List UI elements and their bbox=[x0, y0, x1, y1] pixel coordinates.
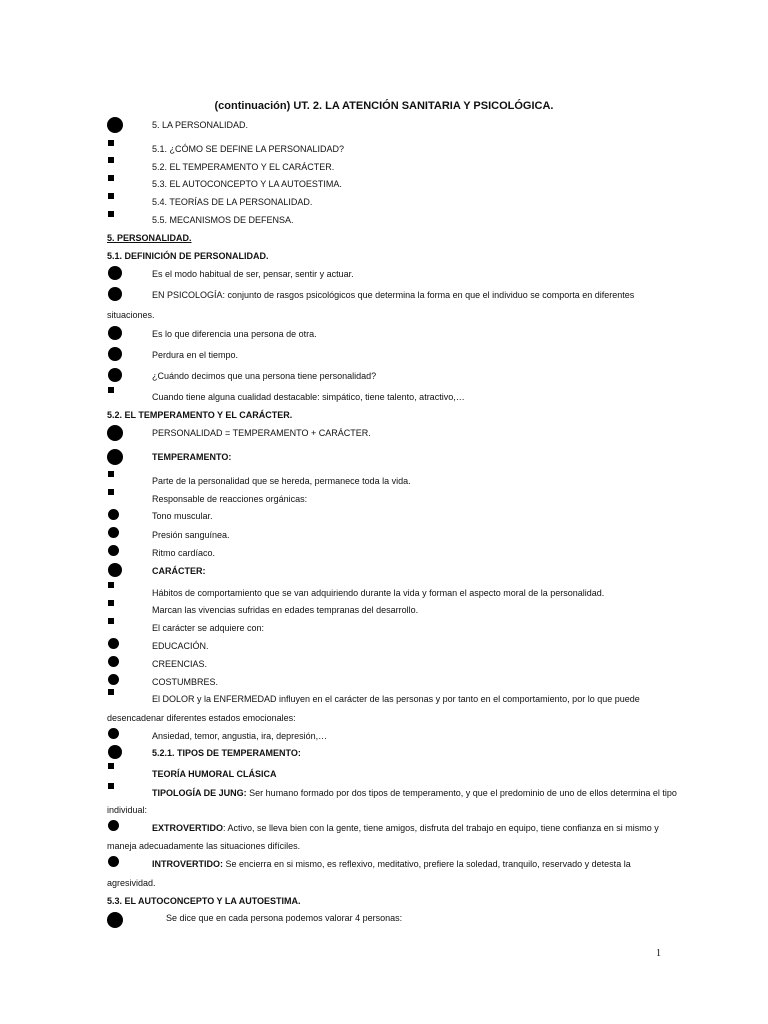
section-heading: 5.3. EL AUTOCONCEPTO Y LA AUTOESTIMA. bbox=[107, 896, 301, 906]
term-text: Se encierra en si mismo, es reflexivo, meditativo, prefiere la soledad, tranquilo, reservado y detesta la bbox=[223, 859, 631, 869]
bullet-large bbox=[108, 745, 122, 759]
list-item: Es lo que diferencia una persona de otra. bbox=[152, 329, 317, 339]
list-item: Ritmo cardíaco. bbox=[152, 548, 216, 558]
list-item: EDUCACIÓN. bbox=[152, 641, 209, 651]
bullet-large bbox=[107, 912, 123, 928]
list-item: Marcan las vivencias sufridas en edades tempranas del desarrollo. bbox=[152, 605, 419, 615]
bullet-large bbox=[108, 326, 122, 340]
list-item bbox=[152, 787, 677, 799]
list-item: Responsable de reacciones orgánicas: bbox=[152, 494, 308, 504]
subheading: TEORÍA HUMORAL CLÁSICA bbox=[152, 769, 277, 779]
bullet-large bbox=[108, 368, 122, 382]
toc-item: 5.4. TEORÍAS DE LA PERSONALIDAD. bbox=[152, 197, 313, 207]
bullet-square bbox=[108, 582, 114, 588]
bullet-small bbox=[108, 856, 119, 867]
list-item: Perdura en el tiempo. bbox=[152, 350, 239, 360]
term-label: EXTROVERTIDO bbox=[152, 823, 224, 833]
bullet-small bbox=[108, 674, 119, 685]
bullet-square bbox=[108, 175, 114, 181]
list-item: Ansiedad, temor, angustia, ira, depresión,… bbox=[152, 731, 328, 741]
document-title: (continuación) UT. 2. LA ATENCIÓN SANITARIA Y PSICOLÓGICA. bbox=[214, 100, 554, 112]
list-item: El carácter se adquiere con: bbox=[152, 623, 265, 633]
bullet-small bbox=[108, 656, 119, 667]
bullet-large bbox=[108, 266, 122, 280]
list-item: EN PSICOLOGÍA: conjunto de rasgos psicológicos que determina la forma en que el individuo se comporta en diferentes bbox=[152, 290, 635, 300]
formula: PERSONALIDAD = TEMPERAMENTO + CARÁCTER. bbox=[152, 428, 371, 438]
bullet-small bbox=[108, 638, 119, 649]
bullet-square bbox=[108, 157, 114, 163]
list-item-continuation: desencadenar diferentes estados emocionales: bbox=[107, 713, 296, 723]
bullet-small bbox=[108, 820, 119, 831]
bullet-square bbox=[108, 763, 114, 769]
toc-item: 5.2. EL TEMPERAMENTO Y EL CARÁCTER. bbox=[152, 162, 335, 172]
term-label: TIPOLOGÍA DE JUNG: bbox=[152, 788, 247, 798]
bullet-large bbox=[107, 117, 123, 133]
bullet-large bbox=[108, 347, 122, 361]
list-item: Presión sanguínea. bbox=[152, 530, 230, 540]
list-item: Cuando tiene alguna cualidad destacable: simpático, tiene talento, atractivo,… bbox=[152, 392, 465, 402]
bullet-square bbox=[108, 783, 114, 789]
list-item: Hábitos de comportamiento que se van adquiriendo durante la vida y forman el aspecto moral de la personalidad. bbox=[152, 588, 605, 598]
list-item: COSTUMBRES. bbox=[152, 677, 219, 687]
term-text: Ser humano formado por dos tipos de temperamento, y que el predominio de uno de ellos determina el tipo bbox=[246, 788, 677, 798]
term-label: INTROVERTIDO: bbox=[152, 859, 223, 869]
bullet-square bbox=[108, 193, 114, 199]
toc-item: 5. LA PERSONALIDAD. bbox=[152, 120, 249, 130]
bullet-small bbox=[108, 509, 119, 520]
toc-item: 5.3. EL AUTOCONCEPTO Y LA AUTOESTIMA. bbox=[152, 179, 342, 189]
bullet-square bbox=[108, 600, 114, 606]
list-item: El DOLOR y la ENFERMEDAD influyen en el carácter de las personas y por tanto en el comportamiento, por lo que puede bbox=[152, 694, 640, 704]
bullet-square bbox=[108, 140, 114, 146]
bullet-large bbox=[107, 425, 123, 441]
bullet-square bbox=[108, 211, 114, 217]
list-item: ¿Cuándo decimos que una persona tiene personalidad? bbox=[152, 371, 377, 381]
subheading: CARÁCTER: bbox=[152, 566, 206, 576]
toc-item: 5.1. ¿CÓMO SE DEFINE LA PERSONALIDAD? bbox=[152, 144, 345, 154]
list-item: Tono muscular. bbox=[152, 511, 213, 521]
bullet-small bbox=[108, 545, 119, 556]
list-item: Es el modo habitual de ser, pensar, sentir y actuar. bbox=[152, 269, 354, 279]
bullet-large bbox=[108, 563, 122, 577]
section-heading: 5.2. EL TEMPERAMENTO Y EL CARÁCTER. bbox=[107, 410, 293, 420]
bullet-square bbox=[108, 387, 114, 393]
list-item-continuation: agresividad. bbox=[107, 878, 156, 888]
list-item bbox=[152, 858, 631, 870]
toc-item: 5.5. MECANISMOS DE DEFENSA. bbox=[152, 215, 294, 225]
list-item: CREENCIAS. bbox=[152, 659, 208, 669]
bullet-large bbox=[107, 449, 123, 465]
bullet-small bbox=[108, 527, 119, 538]
section-heading: 5.1. DEFINICIÓN DE PERSONALIDAD. bbox=[107, 251, 269, 261]
term-text: : Activo, se lleva bien con la gente, tiene amigos, disfruta del trabajo en equipo, tiene confianza en si mismo y bbox=[223, 823, 659, 833]
bullet-square bbox=[108, 618, 114, 624]
page-number: 1 bbox=[656, 948, 661, 959]
section-heading: 5. PERSONALIDAD. bbox=[107, 233, 192, 243]
list-item-continuation: maneja adecuadamente las situaciones difíciles. bbox=[107, 841, 301, 851]
bullet-small bbox=[108, 728, 119, 739]
list-item-continuation: individual: bbox=[107, 805, 148, 815]
list-item: Se dice que en cada persona podemos valorar 4 personas: bbox=[166, 913, 403, 923]
bullet-square bbox=[108, 471, 114, 477]
bullet-large bbox=[108, 287, 122, 301]
list-item-continuation: situaciones. bbox=[107, 310, 155, 320]
list-item: Parte de la personalidad que se hereda, permanece toda la vida. bbox=[152, 476, 411, 486]
subheading: 5.2.1. TIPOS DE TEMPERAMENTO: bbox=[152, 748, 301, 758]
bullet-square bbox=[108, 689, 114, 695]
bullet-square bbox=[108, 489, 114, 495]
subheading: TEMPERAMENTO: bbox=[152, 452, 232, 462]
list-item bbox=[152, 822, 659, 834]
